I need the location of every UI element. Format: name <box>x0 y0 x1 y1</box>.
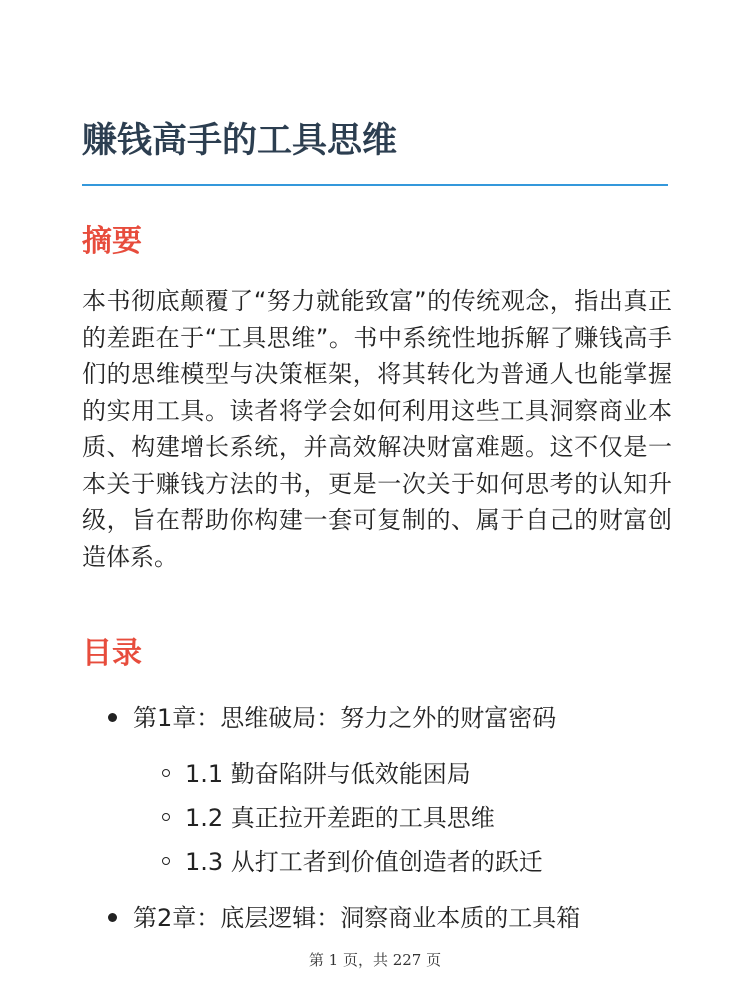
bullet-icon <box>108 913 117 922</box>
toc-section-1-3 <box>162 846 543 878</box>
toc-section-1-2 <box>162 802 495 834</box>
toc-section-1-1 <box>162 758 471 790</box>
page-number-indicator: 第 1 页，共 227 页 <box>308 951 442 969</box>
toc-section-label: 1.2 真正拉开差距的工具思维 <box>185 804 495 832</box>
toc-chapter-1 <box>108 702 556 734</box>
summary-heading: 摘要 <box>82 224 142 259</box>
toc-chapter-label: 第2章：底层逻辑：洞察商业本质的工具箱 <box>133 904 581 932</box>
title-divider <box>82 184 668 186</box>
document-title: 赚钱高手的工具思维 <box>82 121 398 161</box>
toc-heading: 目录 <box>82 636 142 671</box>
toc-section-label: 1.1 勤奋陷阱与低效能困局 <box>185 760 471 788</box>
toc-section-label: 1.3 从打工者到价值创造者的跃迁 <box>185 848 543 876</box>
bullet-icon <box>108 713 117 722</box>
circle-bullet-icon <box>162 769 170 777</box>
circle-bullet-icon <box>162 857 170 865</box>
toc-chapter-label: 第1章：思维破局：努力之外的财富密码 <box>133 704 557 732</box>
summary-paragraph: 本书彻底颠覆了“努力就能致富”的传统观念，指出真正的差距在于“工具思维”。书中系统性地拆解了赚钱高手们的思维模型与决策框架，将其转化为普通人也能掌握的实用工具。读者将学会如何利用这些工具洞察商业本质、构建增长系统，并高效解决财富难题。这不仅是一本关于赚钱方法的书，更是一次关于如何思考的认知升级，旨在帮助你构建一套可复制的、属于自己的财富创造体系。 <box>82 287 672 571</box>
circle-bullet-icon <box>162 813 170 821</box>
toc-chapter-2 <box>108 902 580 934</box>
